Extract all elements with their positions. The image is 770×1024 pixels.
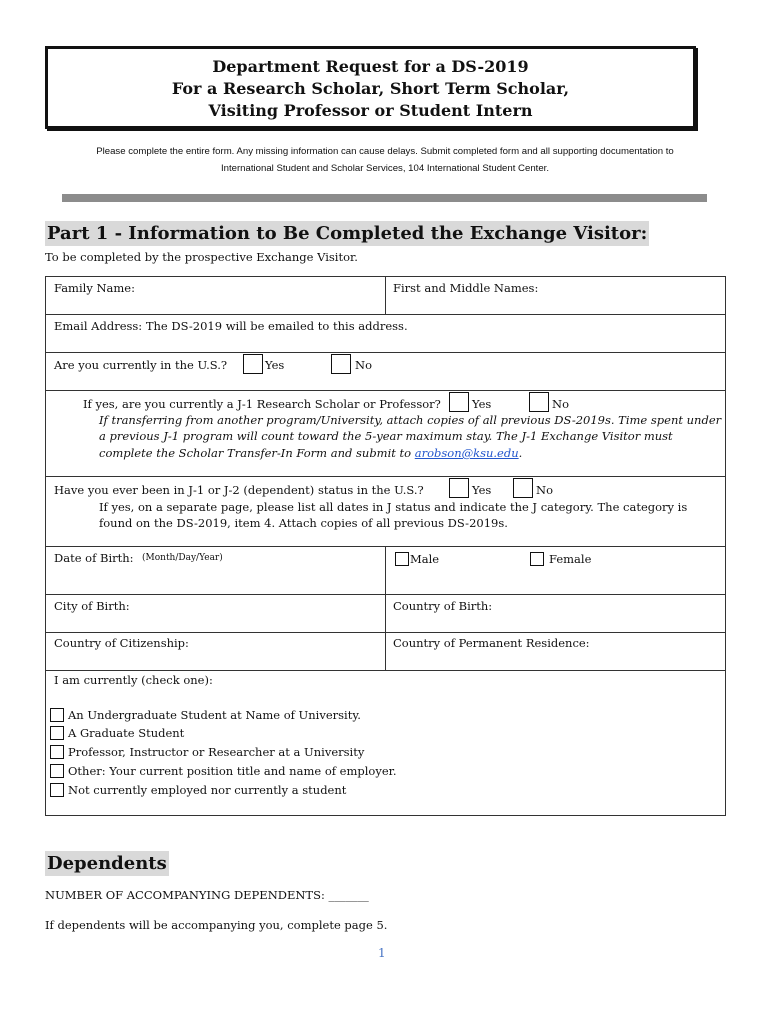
j1-yes-checkbox[interactable]	[449, 392, 469, 412]
not-employed-checkbox[interactable]	[50, 783, 64, 797]
transfer-email-link[interactable]: arobson@ksu.edu	[414, 446, 519, 460]
section-divider	[62, 194, 707, 202]
intro-line-1: Please complete the entire form. Any missing information can cause delays. Submit completed form and all supporting documentation to	[96, 146, 674, 157]
citizenship-label: Country of Citizenship:	[54, 636, 189, 650]
dependents-heading: Dependents	[47, 853, 167, 874]
divider-citizenship	[385, 633, 386, 671]
j1-no-checkbox[interactable]	[529, 392, 549, 412]
j1-question: If yes, are you currently a J-1 Research Scholar or Professor?	[83, 397, 441, 411]
male-label: Male	[410, 552, 440, 566]
j-status-no-label: No	[536, 483, 553, 497]
title-line-1: Department Request for a DS-2019	[212, 57, 529, 76]
option-not-employed: Not currently employed nor currently a student	[68, 783, 347, 797]
current-status-label: I am currently (check one):	[54, 673, 213, 687]
j1-yes-label: Yes	[472, 397, 492, 411]
option-graduate: A Graduate Student	[68, 726, 185, 740]
title-line-3: Visiting Professor or Student Intern	[208, 101, 533, 120]
in-us-question: Are you currently in the U.S.?	[54, 358, 228, 372]
option-undergraduate: An Undergraduate Student at Name of University.	[68, 708, 361, 722]
in-us-no-checkbox[interactable]	[331, 354, 351, 374]
part1-heading: Part 1 - Information to Be Completed the Exchange Visitor:	[47, 223, 648, 244]
j-status-note-line-2: found on the DS-2019, item 4. Attach copies of all previous DS-2019s.	[99, 516, 508, 530]
in-us-yes-checkbox[interactable]	[243, 354, 263, 374]
intro-line-2: International Student and Scholar Services, 104 International Student Center.	[220, 163, 549, 174]
female-label: Female	[549, 552, 592, 566]
divider-birth	[385, 595, 386, 633]
j-status-note-line-1: If yes, on a separate page, please list all dates in J status and indicate the J category. The category is	[99, 500, 688, 514]
j1-note-period: .	[518, 446, 523, 460]
other-checkbox[interactable]	[50, 764, 64, 778]
j1-note-line-3	[99, 445, 522, 461]
family-name-label: Family Name:	[54, 281, 135, 295]
dependents-count-label: NUMBER OF ACCOMPANYING DEPENDENTS: _______	[45, 888, 369, 902]
title-line-2: For a Research Scholar, Short Term Scholar,	[171, 79, 570, 98]
undergraduate-checkbox[interactable]	[50, 708, 64, 722]
male-checkbox[interactable]	[395, 552, 409, 566]
intro-text	[40, 143, 730, 177]
female-checkbox[interactable]	[530, 552, 544, 566]
part1-subheading: To be completed by the prospective Exchange Visitor.	[45, 250, 358, 264]
city-of-birth-label: City of Birth:	[54, 599, 130, 613]
divider-dob	[385, 547, 386, 595]
first-middle-label: First and Middle Names:	[393, 281, 539, 295]
j-status-yes-checkbox[interactable]	[449, 478, 469, 498]
divider-names	[385, 277, 386, 315]
dependents-note: If dependents will be accompanying you, complete page 5.	[45, 918, 388, 932]
page-number: 1	[378, 946, 386, 960]
dob-format-hint: (Month/Day/Year)	[142, 553, 223, 563]
j-status-no-checkbox[interactable]	[513, 478, 533, 498]
j1-note-line-2: a previous J-1 program will count toward the 5-year maximum stay. The J-1 Exchange Visitor must	[99, 429, 673, 443]
email-label: Email Address: The DS-2019 will be emailed to this address.	[54, 319, 408, 333]
in-us-no-label: No	[355, 358, 372, 372]
residence-label: Country of Permanent Residence:	[393, 636, 590, 650]
j-status-yes-label: Yes	[472, 483, 492, 497]
visitor-info-form	[45, 276, 726, 816]
option-professor: Professor, Instructor or Researcher at a University	[68, 745, 365, 759]
in-us-yes-label: Yes	[265, 358, 285, 372]
dob-label: Date of Birth:	[54, 551, 134, 565]
j1-note-line-1: If transferring from another program/University, attach copies of all previous DS-2019s. Time spent under	[99, 413, 722, 427]
j1-no-label: No	[552, 397, 569, 411]
form-title-box	[45, 46, 696, 129]
country-of-birth-label: Country of Birth:	[393, 599, 493, 613]
j1-note-text: complete the Scholar Transfer-In Form and submit to	[99, 446, 412, 460]
option-other: Other: Your current position title and name of employer.	[68, 764, 397, 778]
j-status-question: Have you ever been in J-1 or J-2 (dependent) status in the U.S.?	[54, 483, 424, 497]
graduate-checkbox[interactable]	[50, 726, 64, 740]
professor-checkbox[interactable]	[50, 745, 64, 759]
